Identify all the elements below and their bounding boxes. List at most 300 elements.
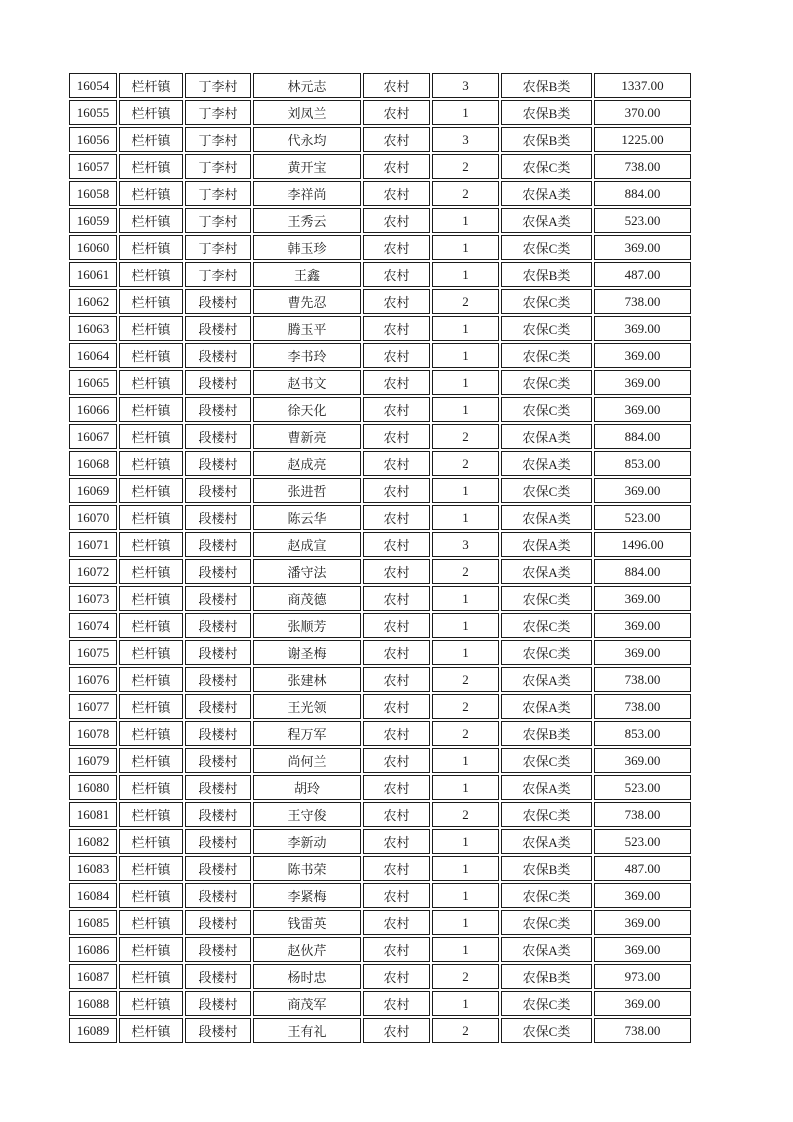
cell-amount: 487.00 xyxy=(594,262,691,287)
cell-residence: 农村 xyxy=(363,910,430,935)
cell-village: 丁李村 xyxy=(185,154,251,179)
cell-town: 栏杆镇 xyxy=(119,127,183,152)
insurance-table-body xyxy=(69,73,691,1043)
cell-village: 丁李村 xyxy=(185,127,251,152)
cell-town: 栏杆镇 xyxy=(119,613,183,638)
cell-record-id: 16061 xyxy=(69,262,117,287)
cell-insurance-category: 农保C类 xyxy=(501,910,592,935)
cell-insurance-category: 农保C类 xyxy=(501,154,592,179)
cell-person-count: 2 xyxy=(432,1018,499,1043)
cell-insurance-category: 农保A类 xyxy=(501,208,592,233)
cell-amount: 738.00 xyxy=(594,1018,691,1043)
cell-record-id: 16084 xyxy=(69,883,117,908)
cell-amount: 369.00 xyxy=(594,397,691,422)
cell-residence: 农村 xyxy=(363,991,430,1016)
cell-person-name: 赵伙芹 xyxy=(253,937,361,962)
cell-record-id: 16060 xyxy=(69,235,117,260)
cell-town: 栏杆镇 xyxy=(119,505,183,530)
cell-town: 栏杆镇 xyxy=(119,829,183,854)
cell-amount: 884.00 xyxy=(594,181,691,206)
cell-village: 段楼村 xyxy=(185,505,251,530)
cell-residence: 农村 xyxy=(363,748,430,773)
cell-residence: 农村 xyxy=(363,208,430,233)
cell-person-count: 1 xyxy=(432,586,499,611)
cell-insurance-category: 农保A类 xyxy=(501,451,592,476)
cell-village: 段楼村 xyxy=(185,343,251,368)
cell-record-id: 16059 xyxy=(69,208,117,233)
cell-person-count: 2 xyxy=(432,181,499,206)
cell-village: 段楼村 xyxy=(185,1018,251,1043)
cell-town: 栏杆镇 xyxy=(119,667,183,692)
cell-town: 栏杆镇 xyxy=(119,370,183,395)
table-row xyxy=(69,856,691,881)
cell-person-name: 尚何兰 xyxy=(253,748,361,773)
cell-town: 栏杆镇 xyxy=(119,856,183,881)
cell-person-name: 韩玉珍 xyxy=(253,235,361,260)
cell-village: 段楼村 xyxy=(185,532,251,557)
cell-village: 段楼村 xyxy=(185,667,251,692)
cell-person-count: 1 xyxy=(432,937,499,962)
cell-amount: 853.00 xyxy=(594,721,691,746)
cell-village: 段楼村 xyxy=(185,883,251,908)
cell-residence: 农村 xyxy=(363,100,430,125)
cell-insurance-category: 农保C类 xyxy=(501,802,592,827)
table-row xyxy=(69,829,691,854)
cell-person-name: 赵书文 xyxy=(253,370,361,395)
cell-residence: 农村 xyxy=(363,73,430,98)
table-row xyxy=(69,640,691,665)
cell-amount: 523.00 xyxy=(594,505,691,530)
cell-residence: 农村 xyxy=(363,937,430,962)
cell-person-count: 2 xyxy=(432,559,499,584)
cell-village: 段楼村 xyxy=(185,937,251,962)
cell-insurance-category: 农保C类 xyxy=(501,289,592,314)
cell-record-id: 16081 xyxy=(69,802,117,827)
cell-person-count: 2 xyxy=(432,802,499,827)
cell-person-count: 1 xyxy=(432,883,499,908)
table-row xyxy=(69,802,691,827)
cell-town: 栏杆镇 xyxy=(119,262,183,287)
cell-person-name: 王鑫 xyxy=(253,262,361,287)
cell-insurance-category: 农保A类 xyxy=(501,424,592,449)
cell-record-id: 16085 xyxy=(69,910,117,935)
table-row xyxy=(69,397,691,422)
cell-village: 段楼村 xyxy=(185,370,251,395)
cell-amount: 369.00 xyxy=(594,478,691,503)
cell-record-id: 16056 xyxy=(69,127,117,152)
cell-residence: 农村 xyxy=(363,802,430,827)
cell-record-id: 16063 xyxy=(69,316,117,341)
cell-town: 栏杆镇 xyxy=(119,1018,183,1043)
cell-person-name: 徐天化 xyxy=(253,397,361,422)
cell-town: 栏杆镇 xyxy=(119,235,183,260)
cell-record-id: 16054 xyxy=(69,73,117,98)
table-row xyxy=(69,1018,691,1043)
cell-insurance-category: 农保A类 xyxy=(501,532,592,557)
cell-village: 段楼村 xyxy=(185,721,251,746)
cell-residence: 农村 xyxy=(363,883,430,908)
cell-amount: 738.00 xyxy=(594,289,691,314)
cell-insurance-category: 农保B类 xyxy=(501,127,592,152)
cell-insurance-category: 农保B类 xyxy=(501,262,592,287)
cell-person-count: 2 xyxy=(432,964,499,989)
cell-person-name: 王守俊 xyxy=(253,802,361,827)
table-row xyxy=(69,694,691,719)
cell-insurance-category: 农保C类 xyxy=(501,991,592,1016)
cell-town: 栏杆镇 xyxy=(119,343,183,368)
table-row xyxy=(69,505,691,530)
cell-person-name: 李新动 xyxy=(253,829,361,854)
cell-insurance-category: 农保C类 xyxy=(501,397,592,422)
cell-person-name: 王光领 xyxy=(253,694,361,719)
cell-town: 栏杆镇 xyxy=(119,586,183,611)
cell-town: 栏杆镇 xyxy=(119,73,183,98)
cell-village: 丁李村 xyxy=(185,208,251,233)
cell-residence: 农村 xyxy=(363,775,430,800)
cell-person-name: 曹新亮 xyxy=(253,424,361,449)
cell-person-count: 2 xyxy=(432,721,499,746)
table-row xyxy=(69,883,691,908)
cell-record-id: 16088 xyxy=(69,991,117,1016)
cell-village: 段楼村 xyxy=(185,910,251,935)
cell-town: 栏杆镇 xyxy=(119,289,183,314)
cell-village: 丁李村 xyxy=(185,181,251,206)
cell-residence: 农村 xyxy=(363,127,430,152)
cell-town: 栏杆镇 xyxy=(119,154,183,179)
cell-amount: 1337.00 xyxy=(594,73,691,98)
cell-insurance-category: 农保A类 xyxy=(501,181,592,206)
cell-amount: 369.00 xyxy=(594,883,691,908)
cell-record-id: 16073 xyxy=(69,586,117,611)
table-row xyxy=(69,937,691,962)
table-row xyxy=(69,748,691,773)
table-row xyxy=(69,424,691,449)
cell-town: 栏杆镇 xyxy=(119,532,183,557)
cell-residence: 农村 xyxy=(363,289,430,314)
cell-record-id: 16064 xyxy=(69,343,117,368)
cell-person-count: 3 xyxy=(432,127,499,152)
cell-town: 栏杆镇 xyxy=(119,802,183,827)
cell-amount: 523.00 xyxy=(594,829,691,854)
cell-insurance-category: 农保A类 xyxy=(501,937,592,962)
table-row xyxy=(69,235,691,260)
cell-person-count: 2 xyxy=(432,424,499,449)
cell-town: 栏杆镇 xyxy=(119,748,183,773)
cell-village: 段楼村 xyxy=(185,559,251,584)
table-row xyxy=(69,586,691,611)
cell-amount: 738.00 xyxy=(594,802,691,827)
cell-amount: 369.00 xyxy=(594,640,691,665)
cell-record-id: 16065 xyxy=(69,370,117,395)
cell-town: 栏杆镇 xyxy=(119,100,183,125)
cell-person-name: 张建林 xyxy=(253,667,361,692)
cell-person-name: 黄开宝 xyxy=(253,154,361,179)
cell-residence: 农村 xyxy=(363,694,430,719)
cell-insurance-category: 农保B类 xyxy=(501,964,592,989)
cell-insurance-category: 农保A类 xyxy=(501,775,592,800)
cell-residence: 农村 xyxy=(363,586,430,611)
cell-person-name: 商茂军 xyxy=(253,991,361,1016)
cell-amount: 369.00 xyxy=(594,586,691,611)
cell-insurance-category: 农保A类 xyxy=(501,505,592,530)
cell-residence: 农村 xyxy=(363,424,430,449)
cell-town: 栏杆镇 xyxy=(119,208,183,233)
cell-residence: 农村 xyxy=(363,856,430,881)
cell-person-count: 3 xyxy=(432,532,499,557)
cell-person-count: 1 xyxy=(432,910,499,935)
cell-residence: 农村 xyxy=(363,154,430,179)
cell-insurance-category: 农保A类 xyxy=(501,559,592,584)
cell-town: 栏杆镇 xyxy=(119,559,183,584)
cell-insurance-category: 农保B类 xyxy=(501,856,592,881)
cell-amount: 738.00 xyxy=(594,694,691,719)
cell-person-count: 1 xyxy=(432,856,499,881)
cell-person-count: 1 xyxy=(432,397,499,422)
table-row xyxy=(69,73,691,98)
cell-village: 丁李村 xyxy=(185,73,251,98)
cell-record-id: 16078 xyxy=(69,721,117,746)
cell-record-id: 16074 xyxy=(69,613,117,638)
cell-residence: 农村 xyxy=(363,181,430,206)
cell-insurance-category: 农保B类 xyxy=(501,73,592,98)
table-row xyxy=(69,127,691,152)
cell-amount: 523.00 xyxy=(594,775,691,800)
cell-town: 栏杆镇 xyxy=(119,640,183,665)
cell-amount: 884.00 xyxy=(594,424,691,449)
cell-insurance-category: 农保C类 xyxy=(501,640,592,665)
cell-person-count: 1 xyxy=(432,262,499,287)
cell-residence: 农村 xyxy=(363,370,430,395)
cell-amount: 738.00 xyxy=(594,154,691,179)
cell-town: 栏杆镇 xyxy=(119,964,183,989)
table-row xyxy=(69,478,691,503)
cell-person-name: 李祥尚 xyxy=(253,181,361,206)
cell-insurance-category: 农保C类 xyxy=(501,316,592,341)
cell-village: 段楼村 xyxy=(185,748,251,773)
cell-town: 栏杆镇 xyxy=(119,451,183,476)
cell-person-count: 1 xyxy=(432,100,499,125)
cell-person-name: 李书玲 xyxy=(253,343,361,368)
cell-village: 段楼村 xyxy=(185,802,251,827)
cell-village: 段楼村 xyxy=(185,613,251,638)
cell-person-count: 2 xyxy=(432,451,499,476)
cell-person-count: 1 xyxy=(432,316,499,341)
cell-person-name: 王有礼 xyxy=(253,1018,361,1043)
cell-amount: 369.00 xyxy=(594,937,691,962)
cell-amount: 369.00 xyxy=(594,235,691,260)
cell-insurance-category: 农保A类 xyxy=(501,829,592,854)
cell-record-id: 16057 xyxy=(69,154,117,179)
cell-person-count: 2 xyxy=(432,667,499,692)
cell-person-name: 胡玲 xyxy=(253,775,361,800)
cell-amount: 523.00 xyxy=(594,208,691,233)
cell-amount: 370.00 xyxy=(594,100,691,125)
table-row xyxy=(69,100,691,125)
cell-residence: 农村 xyxy=(363,478,430,503)
cell-person-count: 1 xyxy=(432,235,499,260)
table-row xyxy=(69,262,691,287)
table-row xyxy=(69,316,691,341)
cell-village: 段楼村 xyxy=(185,397,251,422)
cell-amount: 1496.00 xyxy=(594,532,691,557)
cell-amount: 369.00 xyxy=(594,748,691,773)
cell-person-name: 刘凤兰 xyxy=(253,100,361,125)
cell-record-id: 16080 xyxy=(69,775,117,800)
table-row xyxy=(69,964,691,989)
cell-town: 栏杆镇 xyxy=(119,181,183,206)
cell-person-name: 林元志 xyxy=(253,73,361,98)
cell-amount: 973.00 xyxy=(594,964,691,989)
cell-person-name: 商茂德 xyxy=(253,586,361,611)
cell-insurance-category: 农保C类 xyxy=(501,613,592,638)
cell-residence: 农村 xyxy=(363,235,430,260)
cell-village: 段楼村 xyxy=(185,586,251,611)
cell-village: 丁李村 xyxy=(185,100,251,125)
cell-insurance-category: 农保C类 xyxy=(501,1018,592,1043)
cell-town: 栏杆镇 xyxy=(119,721,183,746)
table-row xyxy=(69,910,691,935)
cell-person-count: 2 xyxy=(432,694,499,719)
cell-residence: 农村 xyxy=(363,964,430,989)
cell-person-name: 程万军 xyxy=(253,721,361,746)
cell-record-id: 16086 xyxy=(69,937,117,962)
table-row xyxy=(69,613,691,638)
cell-village: 段楼村 xyxy=(185,991,251,1016)
cell-village: 段楼村 xyxy=(185,289,251,314)
cell-record-id: 16069 xyxy=(69,478,117,503)
cell-insurance-category: 农保B类 xyxy=(501,721,592,746)
cell-amount: 369.00 xyxy=(594,613,691,638)
table-row xyxy=(69,208,691,233)
cell-amount: 369.00 xyxy=(594,991,691,1016)
cell-residence: 农村 xyxy=(363,559,430,584)
cell-town: 栏杆镇 xyxy=(119,478,183,503)
cell-residence: 农村 xyxy=(363,397,430,422)
cell-insurance-category: 农保A类 xyxy=(501,667,592,692)
cell-residence: 农村 xyxy=(363,505,430,530)
cell-insurance-category: 农保B类 xyxy=(501,100,592,125)
cell-person-name: 王秀云 xyxy=(253,208,361,233)
table-row xyxy=(69,181,691,206)
cell-record-id: 16079 xyxy=(69,748,117,773)
cell-record-id: 16072 xyxy=(69,559,117,584)
table-row xyxy=(69,343,691,368)
cell-person-count: 2 xyxy=(432,289,499,314)
cell-record-id: 16070 xyxy=(69,505,117,530)
cell-residence: 农村 xyxy=(363,1018,430,1043)
cell-amount: 369.00 xyxy=(594,910,691,935)
cell-residence: 农村 xyxy=(363,613,430,638)
table-row xyxy=(69,451,691,476)
cell-town: 栏杆镇 xyxy=(119,316,183,341)
cell-residence: 农村 xyxy=(363,829,430,854)
cell-person-name: 赵成亮 xyxy=(253,451,361,476)
cell-person-count: 1 xyxy=(432,343,499,368)
cell-village: 段楼村 xyxy=(185,640,251,665)
cell-amount: 738.00 xyxy=(594,667,691,692)
cell-person-name: 代永均 xyxy=(253,127,361,152)
cell-person-count: 1 xyxy=(432,370,499,395)
table-row xyxy=(69,991,691,1016)
cell-town: 栏杆镇 xyxy=(119,775,183,800)
table-row xyxy=(69,370,691,395)
cell-record-id: 16082 xyxy=(69,829,117,854)
cell-person-name: 赵成宣 xyxy=(253,532,361,557)
cell-record-id: 16083 xyxy=(69,856,117,881)
cell-record-id: 16062 xyxy=(69,289,117,314)
cell-record-id: 16089 xyxy=(69,1018,117,1043)
cell-person-count: 1 xyxy=(432,748,499,773)
cell-person-count: 1 xyxy=(432,775,499,800)
cell-amount: 1225.00 xyxy=(594,127,691,152)
cell-record-id: 16087 xyxy=(69,964,117,989)
table-row xyxy=(69,559,691,584)
cell-insurance-category: 农保C类 xyxy=(501,883,592,908)
table-row xyxy=(69,289,691,314)
cell-record-id: 16077 xyxy=(69,694,117,719)
cell-person-name: 李紧梅 xyxy=(253,883,361,908)
cell-insurance-category: 农保C类 xyxy=(501,748,592,773)
cell-person-count: 1 xyxy=(432,505,499,530)
cell-village: 段楼村 xyxy=(185,424,251,449)
table-row xyxy=(69,721,691,746)
cell-person-name: 曹先忍 xyxy=(253,289,361,314)
cell-person-count: 1 xyxy=(432,640,499,665)
cell-residence: 农村 xyxy=(363,343,430,368)
cell-town: 栏杆镇 xyxy=(119,883,183,908)
cell-person-count: 2 xyxy=(432,154,499,179)
cell-town: 栏杆镇 xyxy=(119,991,183,1016)
cell-village: 丁李村 xyxy=(185,235,251,260)
cell-amount: 884.00 xyxy=(594,559,691,584)
table-row xyxy=(69,154,691,179)
cell-insurance-category: 农保C类 xyxy=(501,235,592,260)
table-row xyxy=(69,532,691,557)
cell-amount: 487.00 xyxy=(594,856,691,881)
cell-residence: 农村 xyxy=(363,316,430,341)
cell-insurance-category: 农保C类 xyxy=(501,343,592,368)
cell-amount: 853.00 xyxy=(594,451,691,476)
cell-village: 段楼村 xyxy=(185,316,251,341)
cell-amount: 369.00 xyxy=(594,343,691,368)
cell-person-name: 张顺芳 xyxy=(253,613,361,638)
cell-town: 栏杆镇 xyxy=(119,937,183,962)
cell-village: 段楼村 xyxy=(185,856,251,881)
cell-person-count: 1 xyxy=(432,478,499,503)
cell-insurance-category: 农保C类 xyxy=(501,586,592,611)
cell-village: 丁李村 xyxy=(185,262,251,287)
cell-village: 段楼村 xyxy=(185,451,251,476)
cell-person-name: 腾玉平 xyxy=(253,316,361,341)
cell-person-count: 1 xyxy=(432,208,499,233)
table-row xyxy=(69,775,691,800)
cell-town: 栏杆镇 xyxy=(119,694,183,719)
cell-record-id: 16055 xyxy=(69,100,117,125)
cell-record-id: 16066 xyxy=(69,397,117,422)
table-row xyxy=(69,667,691,692)
cell-person-count: 1 xyxy=(432,829,499,854)
cell-person-name: 钱雷英 xyxy=(253,910,361,935)
cell-insurance-category: 农保A类 xyxy=(501,694,592,719)
cell-amount: 369.00 xyxy=(594,316,691,341)
cell-village: 段楼村 xyxy=(185,478,251,503)
cell-residence: 农村 xyxy=(363,262,430,287)
cell-residence: 农村 xyxy=(363,451,430,476)
cell-record-id: 16075 xyxy=(69,640,117,665)
cell-residence: 农村 xyxy=(363,532,430,557)
cell-insurance-category: 农保C类 xyxy=(501,478,592,503)
cell-person-name: 潘守法 xyxy=(253,559,361,584)
